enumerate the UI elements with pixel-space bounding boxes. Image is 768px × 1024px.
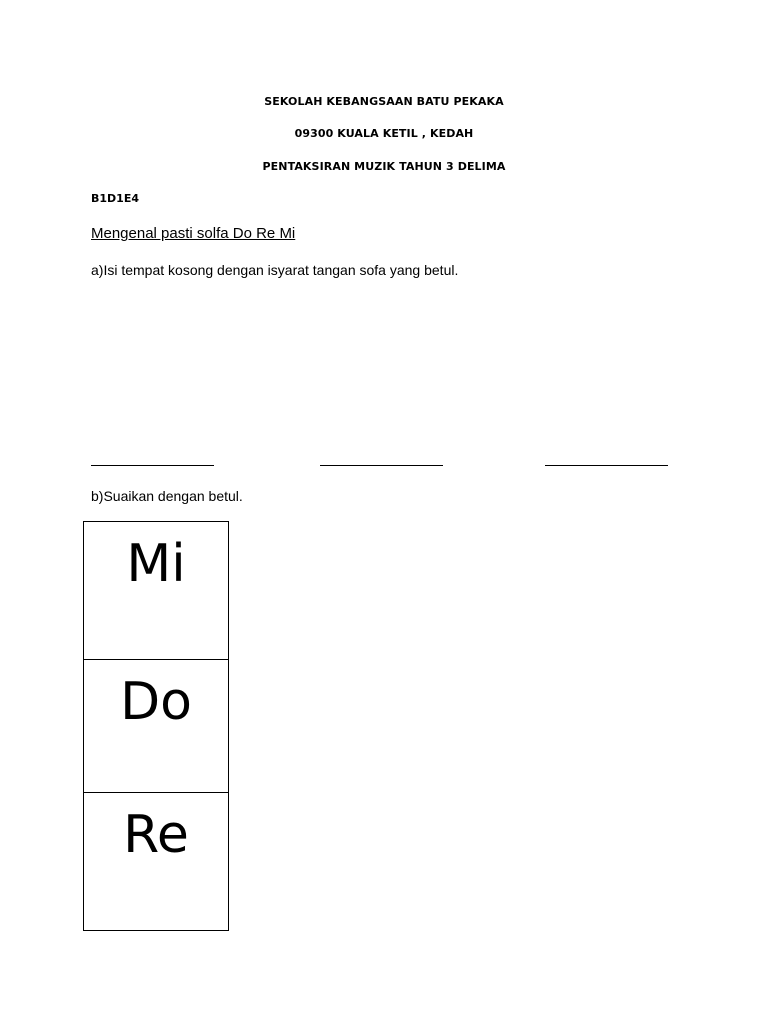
solfa-cell-re[interactable]: Re [123,805,189,865]
question-b: b)Suaikan dengan betul. [91,488,243,504]
solfa-cell-mi[interactable]: Mi [84,522,228,660]
question-a: a)Isi tempat kosong dengan isyarat tangan sofa yang betul. [91,262,459,278]
standard-code: B1D1E4 [91,192,139,205]
solfa-table [83,521,229,931]
school-name: SEKOLAH KEBANGSAAN BATU PEKAKA [264,95,504,108]
answer-blank-1[interactable] [91,465,214,466]
topic-heading: Mengenal pasti solfa Do Re Mi [91,225,296,242]
answer-blank-3[interactable] [545,465,668,466]
answer-blank-2[interactable] [320,465,443,466]
school-address: 09300 KUALA KETIL , KEDAH [294,127,474,140]
solfa-cell-do[interactable]: Do [84,660,228,793]
assessment-title: PENTAKSIRAN MUZIK TAHUN 3 DELIMA [262,160,506,173]
